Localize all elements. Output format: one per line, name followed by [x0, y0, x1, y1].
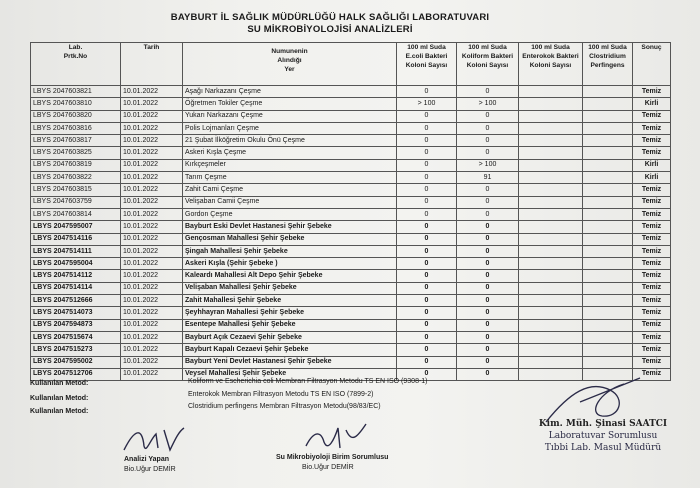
cell-place: Bayburt Kapalı Cezaevi Şehir Şebeke: [183, 344, 397, 356]
method-label-3: Kullanılan Metod:: [30, 408, 89, 415]
cell-date: 10.01.2022: [121, 147, 183, 159]
cell-place: Velişaban Mahallesi Şehir Şebeke: [183, 282, 397, 294]
cell-koliform: 0: [457, 184, 519, 196]
cell-ecoli: 0: [397, 86, 457, 98]
cell-koliform: 0: [457, 319, 519, 331]
table-row: [31, 135, 671, 147]
cell-koliform: 0: [457, 233, 519, 245]
table-row: [31, 270, 671, 282]
table-row: [31, 233, 671, 245]
cell-lab: LBYS 2047512706: [31, 368, 121, 380]
cell-koliform: 0: [457, 122, 519, 134]
col-clostridium: 100 ml Suda Clostridium Perfingens: [583, 43, 633, 86]
stamp: [528, 418, 678, 454]
cell-place: Bayburt Yeni Devlet Hastanesi Şehir Şebeke: [183, 356, 397, 368]
table-header-row: [31, 43, 671, 86]
cell-date: 10.01.2022: [121, 86, 183, 98]
cell-ecoli: 0: [397, 282, 457, 294]
cell-result: Kirli: [633, 159, 671, 171]
cell-date: 10.01.2022: [121, 319, 183, 331]
cell-ecoli: 0: [397, 368, 457, 380]
cell-enterokok: [519, 86, 583, 98]
cell-clostridium: [583, 147, 633, 159]
cell-enterokok: [519, 135, 583, 147]
cell-result: Temiz: [633, 270, 671, 282]
cell-enterokok: [519, 98, 583, 110]
cell-ecoli: 0: [397, 331, 457, 343]
cell-clostridium: [583, 295, 633, 307]
cell-result: Temiz: [633, 233, 671, 245]
cell-result: Temiz: [633, 295, 671, 307]
table-row: [31, 159, 671, 171]
col-date: Tarih: [121, 43, 183, 86]
cell-date: 10.01.2022: [121, 208, 183, 220]
cell-ecoli: 0: [397, 221, 457, 233]
cell-enterokok: [519, 122, 583, 134]
col-koliform: 100 ml Suda Koliform Bakteri Koloni Sayısı: [457, 43, 519, 86]
cell-koliform: 0: [457, 307, 519, 319]
header-title: BAYBURT İL SAĞLIK MÜDÜRLÜĞÜ HALK SAĞLIĞI LABORATUVARI: [170, 12, 490, 23]
cell-result: Kirli: [633, 98, 671, 110]
analyst-name: Bio.Uğur DEMİR: [124, 466, 176, 473]
cell-date: 10.01.2022: [121, 221, 183, 233]
table-row: [31, 122, 671, 134]
unit-name: Bio.Uğur DEMİR: [302, 464, 354, 471]
col-ecoli: 100 ml Suda E.coli Bakteri Koloni Sayısı: [397, 43, 457, 86]
cell-ecoli: 0: [397, 122, 457, 134]
cell-clostridium: [583, 270, 633, 282]
cell-koliform: 0: [457, 270, 519, 282]
cell-ecoli: > 100: [397, 98, 457, 110]
cell-koliform: 0: [457, 221, 519, 233]
cell-koliform: 0: [457, 331, 519, 343]
cell-lab: LBYS 2047514112: [31, 270, 121, 282]
cell-koliform: 0: [457, 258, 519, 270]
cell-koliform: 0: [457, 245, 519, 257]
col-lab: Lab. Prtk.No: [31, 43, 121, 86]
cell-lab: LBYS 2047595004: [31, 258, 121, 270]
cell-clostridium: [583, 208, 633, 220]
cell-koliform: 0: [457, 282, 519, 294]
method-clostridium: Clostridium perfingens Membran Filtrasyon Metodu(98/83/EC): [188, 403, 381, 410]
cell-clostridium: [583, 184, 633, 196]
cell-result: Temiz: [633, 258, 671, 270]
cell-enterokok: [519, 331, 583, 343]
cell-lab: LBYS 2047603815: [31, 184, 121, 196]
table-row: [31, 147, 671, 159]
cell-clostridium: [583, 356, 633, 368]
unit-title: Su Mikrobiyoloji Birim Sorumlusu: [276, 454, 389, 461]
cell-ecoli: 0: [397, 356, 457, 368]
cell-result: Temiz: [633, 356, 671, 368]
cell-result: Temiz: [633, 245, 671, 257]
cell-place: Askeri Kışla Çeşme: [183, 147, 397, 159]
cell-koliform: 0: [457, 356, 519, 368]
cell-lab: LBYS 2047515674: [31, 331, 121, 343]
cell-lab: LBYS 2047603819: [31, 159, 121, 171]
cell-clostridium: [583, 122, 633, 134]
col-place: Numunenin Alındığı Yer: [183, 43, 397, 86]
cell-ecoli: 0: [397, 184, 457, 196]
cell-enterokok: [519, 172, 583, 184]
cell-enterokok: [519, 147, 583, 159]
cell-koliform: 0: [457, 86, 519, 98]
cell-place: Zahit Cami Çeşme: [183, 184, 397, 196]
cell-date: 10.01.2022: [121, 270, 183, 282]
cell-lab: LBYS 2047594873: [31, 319, 121, 331]
cell-lab: LBYS 2047514073: [31, 307, 121, 319]
cell-date: 10.01.2022: [121, 172, 183, 184]
unit-signature: [300, 418, 380, 458]
cell-ecoli: 0: [397, 110, 457, 122]
cell-place: Gordon Çeşme: [183, 208, 397, 220]
cell-ecoli: 0: [397, 233, 457, 245]
table-row: [31, 356, 671, 368]
cell-koliform: 91: [457, 172, 519, 184]
cell-result: Temiz: [633, 135, 671, 147]
cell-ecoli: 0: [397, 208, 457, 220]
cell-clostridium: [583, 245, 633, 257]
table-row: [31, 172, 671, 184]
cell-lab: LBYS 2047603810: [31, 98, 121, 110]
cell-date: 10.01.2022: [121, 233, 183, 245]
cell-clostridium: [583, 135, 633, 147]
cell-lab: LBYS 2047603816: [31, 122, 121, 134]
table-body: [31, 86, 671, 381]
cell-place: Şingah Mahallesi Şehir Şebeke: [183, 245, 397, 257]
cell-place: Bayburt Eski Devlet Hastanesi Şehir Şebeke: [183, 221, 397, 233]
cell-clostridium: [583, 331, 633, 343]
cell-enterokok: [519, 356, 583, 368]
cell-clostridium: [583, 282, 633, 294]
header-subtitle: SU MİKROBİYOLOJİSİ ANALİZLERİ: [247, 24, 413, 35]
cell-lab: LBYS 2047595002: [31, 356, 121, 368]
cell-place: Bayburt Açık Cezaevi Şehir Şebeke: [183, 331, 397, 343]
cell-result: Temiz: [633, 307, 671, 319]
cell-date: 10.01.2022: [121, 344, 183, 356]
method-enterokok: Enterokok Membran Filtrasyon Metodu TS EN ISO (7899-2): [188, 391, 374, 398]
cell-enterokok: [519, 208, 583, 220]
table-row: [31, 196, 671, 208]
cell-ecoli: 0: [397, 147, 457, 159]
cell-place: Yukarı Narkazanı Çeşme: [183, 110, 397, 122]
analyst-signature: [120, 420, 200, 460]
table-row: [31, 307, 671, 319]
cell-place: Velişaban Camii Çeşme: [183, 196, 397, 208]
cell-date: 10.01.2022: [121, 122, 183, 134]
table-row: [31, 319, 671, 331]
table-row: [31, 98, 671, 110]
table-row: [31, 245, 671, 257]
table-row: [31, 344, 671, 356]
cell-ecoli: 0: [397, 344, 457, 356]
cell-koliform: > 100: [457, 98, 519, 110]
cell-date: 10.01.2022: [121, 245, 183, 257]
col-enterokok: 100 ml Suda Enterokok Bakteri Koloni Sayısı: [519, 43, 583, 86]
cell-enterokok: [519, 233, 583, 245]
cell-date: 10.01.2022: [121, 135, 183, 147]
cell-koliform: 0: [457, 196, 519, 208]
cell-ecoli: 0: [397, 295, 457, 307]
cell-lab: LBYS 2047595007: [31, 221, 121, 233]
cell-clostridium: [583, 307, 633, 319]
cell-place: Şeyhhayran Mahallesi Şehir Şebeke: [183, 307, 397, 319]
cell-place: Öğretmen Tokiler Çeşme: [183, 98, 397, 110]
cell-koliform: 0: [457, 110, 519, 122]
cell-result: Temiz: [633, 86, 671, 98]
cell-result: Temiz: [633, 331, 671, 343]
method-label-1: Kullanılan Metod:: [30, 380, 89, 387]
cell-enterokok: [519, 270, 583, 282]
stamp-name: Kim. Müh. Şinasi SAATCI: [538, 419, 668, 429]
cell-result: Temiz: [633, 110, 671, 122]
cell-date: 10.01.2022: [121, 110, 183, 122]
cell-koliform: 0: [457, 208, 519, 220]
method-koliform: Koliform ve Escherichia coli Membran Filtrasyon Metodu TS EN ISO (9308-1): [188, 378, 428, 385]
cell-clostridium: [583, 344, 633, 356]
cell-result: Temiz: [633, 196, 671, 208]
cell-result: Temiz: [633, 221, 671, 233]
cell-koliform: 0: [457, 344, 519, 356]
cell-ecoli: 0: [397, 172, 457, 184]
cell-enterokok: [519, 258, 583, 270]
table-row: [31, 295, 671, 307]
cell-date: 10.01.2022: [121, 258, 183, 270]
cell-date: 10.01.2022: [121, 184, 183, 196]
cell-date: 10.01.2022: [121, 368, 183, 380]
cell-lab: LBYS 2047603814: [31, 208, 121, 220]
cell-ecoli: 0: [397, 245, 457, 257]
table-row: [31, 282, 671, 294]
col-result: Sonuç: [633, 43, 671, 86]
table-row: [31, 184, 671, 196]
stamp-title: Tıbbi Lab. Masul Müdürü: [544, 443, 662, 453]
cell-result: Temiz: [633, 344, 671, 356]
cell-result: Temiz: [633, 184, 671, 196]
cell-place: Tarım Çeşme: [183, 172, 397, 184]
cell-lab: LBYS 2047515273: [31, 344, 121, 356]
cell-koliform: 0: [457, 135, 519, 147]
unit-block: [276, 453, 388, 473]
analyst-title: Analizi Yapan: [124, 456, 169, 463]
cell-date: 10.01.2022: [121, 295, 183, 307]
cell-enterokok: [519, 196, 583, 208]
results-table: [30, 42, 671, 381]
cell-place: Esentepe Mahallesi Şehir Şebeke: [183, 319, 397, 331]
cell-lab: LBYS 2047603825: [31, 147, 121, 159]
cell-clostridium: [583, 258, 633, 270]
cell-place: Polis Lojmanları Çeşme: [183, 122, 397, 134]
cell-lab: LBYS 2047603820: [31, 110, 121, 122]
cell-result: Kirli: [633, 172, 671, 184]
cell-clostridium: [583, 110, 633, 122]
cell-ecoli: 0: [397, 159, 457, 171]
cell-date: 10.01.2022: [121, 159, 183, 171]
cell-ecoli: 0: [397, 258, 457, 270]
cell-date: 10.01.2022: [121, 356, 183, 368]
cell-date: 10.01.2022: [121, 98, 183, 110]
cell-result: Temiz: [633, 282, 671, 294]
cell-clostridium: [583, 98, 633, 110]
cell-place: Gençosman Mahallesi Şehir Şebeke: [183, 233, 397, 245]
cell-ecoli: 0: [397, 135, 457, 147]
table-row: [31, 258, 671, 270]
cell-date: 10.01.2022: [121, 196, 183, 208]
table-row: [31, 86, 671, 98]
cell-place: Zahit Mahallesi Şehir Şebeke: [183, 295, 397, 307]
cell-enterokok: [519, 319, 583, 331]
analyst-block: [124, 455, 176, 475]
method-label-2: Kullanılan Metod:: [30, 395, 89, 402]
table-row: [31, 110, 671, 122]
cell-clostridium: [583, 86, 633, 98]
cell-result: Temiz: [633, 122, 671, 134]
cell-clostridium: [583, 221, 633, 233]
cell-place: 21 Şubat İlköğretim Okulu Önü Çeşme: [183, 135, 397, 147]
cell-lab: LBYS 2047514114: [31, 282, 121, 294]
cell-enterokok: [519, 110, 583, 122]
cell-koliform: 0: [457, 147, 519, 159]
cell-place: Askeri Kışla (Şehir Şebeke ): [183, 258, 397, 270]
cell-clostridium: [583, 159, 633, 171]
cell-result: Temiz: [633, 368, 671, 380]
cell-ecoli: 0: [397, 196, 457, 208]
cell-place: Veysel Mahallesi Şehir Şebeke: [183, 368, 397, 380]
cell-koliform: > 100: [457, 159, 519, 171]
cell-lab: LBYS 2047512666: [31, 295, 121, 307]
cell-koliform: 0: [457, 295, 519, 307]
cell-lab: LBYS 2047603759: [31, 196, 121, 208]
cell-place: Kırkçeşmeler: [183, 159, 397, 171]
cell-ecoli: 0: [397, 319, 457, 331]
cell-enterokok: [519, 344, 583, 356]
cell-clostridium: [583, 172, 633, 184]
cell-date: 10.01.2022: [121, 307, 183, 319]
cell-clostridium: [583, 233, 633, 245]
cell-place: Aşağı Narkazanı Çeşme: [183, 86, 397, 98]
cell-ecoli: 0: [397, 270, 457, 282]
cell-enterokok: [519, 295, 583, 307]
cell-ecoli: 0: [397, 307, 457, 319]
cell-clostridium: [583, 319, 633, 331]
cell-date: 10.01.2022: [121, 282, 183, 294]
stamp-role: Laboratuvar Sorumlusu: [548, 431, 658, 441]
cell-enterokok: [519, 184, 583, 196]
table-row: [31, 331, 671, 343]
cell-koliform: 0: [457, 368, 519, 380]
cell-result: Temiz: [633, 208, 671, 220]
cell-enterokok: [519, 221, 583, 233]
cell-enterokok: [519, 245, 583, 257]
cell-enterokok: [519, 159, 583, 171]
cell-lab: LBYS 2047603821: [31, 86, 121, 98]
cell-lab: LBYS 2047603822: [31, 172, 121, 184]
cell-lab: LBYS 2047514111: [31, 245, 121, 257]
table-row: [31, 208, 671, 220]
cell-result: Temiz: [633, 319, 671, 331]
cell-date: 10.01.2022: [121, 331, 183, 343]
cell-enterokok: [519, 307, 583, 319]
table-row: [31, 221, 671, 233]
cell-clostridium: [583, 196, 633, 208]
cell-result: Temiz: [633, 147, 671, 159]
cell-enterokok: [519, 282, 583, 294]
cell-lab: LBYS 2047514116: [31, 233, 121, 245]
cell-lab: LBYS 2047603817: [31, 135, 121, 147]
cell-place: Kaleardı Mahallesi Alt Depo Şehir Şebeke: [183, 270, 397, 282]
